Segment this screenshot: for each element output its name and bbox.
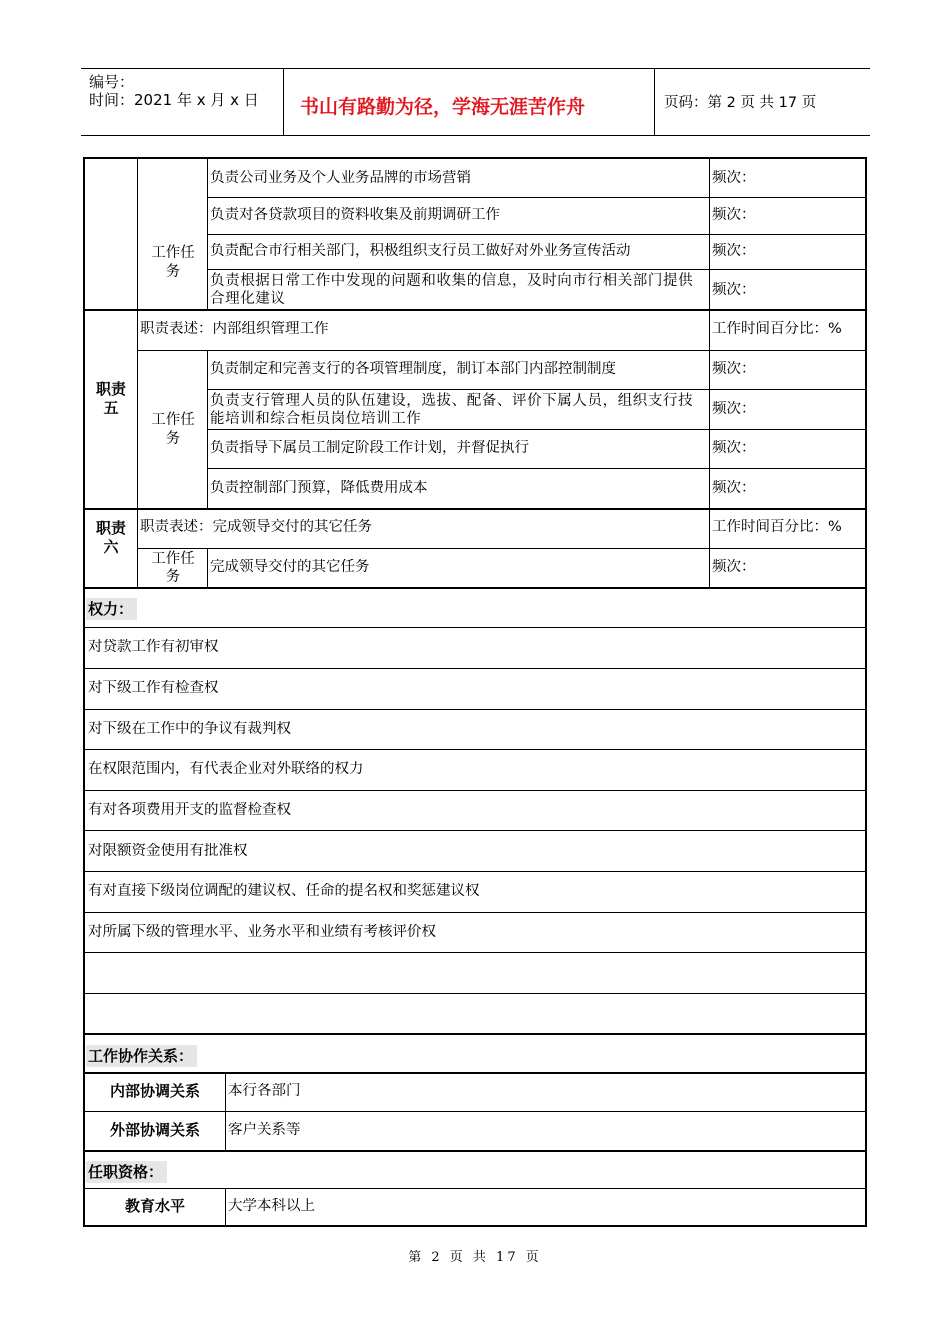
document-number-label: 编号： — [89, 73, 135, 91]
table-divider — [137, 157, 138, 588]
table-row-line — [207, 429, 866, 430]
task-text: 负责控制部门预算，降低费用成本 — [210, 480, 428, 496]
table-row-line — [83, 830, 866, 831]
table-row-line — [207, 389, 866, 390]
task-label: 工作任务 — [151, 551, 195, 585]
table-divider — [207, 548, 208, 588]
frequency-label: 频次： — [712, 440, 756, 456]
section-title — [86, 598, 137, 619]
table-border-top — [83, 157, 867, 159]
authority-item: 对下级在工作中的争议有裁判权 — [88, 721, 291, 737]
frequency-label: 频次： — [712, 559, 756, 575]
authority-item: 有对各项费用开支的监督检查权 — [88, 802, 291, 818]
table-row-line — [83, 668, 866, 669]
table-row-line — [83, 993, 866, 994]
authority-item: 有对直接下级岗位调配的建议权、任命的提名权和奖惩建议权 — [88, 883, 480, 899]
table-row-line — [83, 709, 866, 710]
task-label: 工作任务 — [151, 412, 195, 447]
table-row-line — [83, 749, 866, 750]
external-relation-label: 外部协调关系 — [109, 1122, 200, 1139]
header-divider — [654, 68, 655, 136]
table-divider — [225, 1188, 226, 1225]
table-row-line — [83, 1033, 867, 1035]
table-row-line — [207, 234, 866, 235]
task-text: 负责公司业务及个人业务品牌的市场营销 — [210, 170, 471, 186]
frequency-label: 频次： — [712, 207, 756, 223]
duty-label: 职责六 — [96, 519, 127, 556]
internal-relation-label: 内部协调关系 — [109, 1083, 200, 1100]
table-row-line — [83, 587, 867, 589]
authority-item: 对贷款工作有初审权 — [88, 639, 219, 655]
task-text: 负责指导下属员工制定阶段工作计划，并督促执行 — [210, 440, 529, 456]
table-row-line — [207, 468, 866, 469]
authority-item: 对下级工作有检查权 — [88, 680, 219, 696]
table-row-line — [83, 871, 866, 872]
table-row-line — [83, 508, 867, 510]
table-row-line — [83, 952, 866, 953]
table-row-line — [83, 1150, 867, 1152]
work-time-percentage: 工作时间百分比：% — [712, 321, 842, 337]
page-number-label: 页码：第 2 页 共 17 页 — [664, 95, 817, 111]
duty-statement: 职责表述：内部组织管理工作 — [140, 321, 329, 337]
table-divider — [225, 1072, 226, 1150]
work-time-percentage: 工作时间百分比：% — [712, 519, 842, 535]
header-motto: 书山有路勤为径，学海无涯苦作舟 — [300, 96, 586, 118]
authority-item: 对所属下级的管理水平、业务水平和业绩有考核评价权 — [88, 924, 436, 940]
cooperation-title: 工作协作关系： — [86, 1045, 197, 1067]
education-value: 大学本科以上 — [228, 1198, 315, 1214]
task-text: 负责支行管理人员的队伍建设，选拔、配备、评价下属人员，组织支行技能培训和综合柜员岗位培训工作 — [210, 393, 694, 427]
table-row-line — [83, 627, 866, 628]
qualification-title: 任职资格： — [86, 1161, 167, 1183]
task-text: 负责根据日常工作中发现的问题和收集的信息，及时向市行相关部门提供合理化建议 — [210, 273, 694, 307]
task-text: 负责配合市行相关部门，积极组织支行员工做好对外业务宣传活动 — [210, 243, 631, 259]
table-row-line — [83, 1188, 866, 1189]
task-text: 完成领导交付的其它任务 — [210, 559, 370, 575]
table-row-line — [137, 548, 866, 549]
frequency-label: 频次： — [712, 170, 756, 186]
frequency-label: 频次： — [712, 243, 756, 259]
section-title — [86, 1161, 167, 1182]
table-border-right — [865, 157, 867, 1226]
task-text: 负责对各贷款项目的资料收集及前期调研工作 — [210, 207, 500, 223]
table-row-line — [83, 912, 866, 913]
table-row-line — [137, 350, 866, 351]
frequency-label: 频次： — [712, 401, 756, 417]
internal-relation-value: 本行各部门 — [228, 1083, 301, 1099]
table-row-line — [207, 197, 866, 198]
document-time-label: 时间：2021 年 x 月 x 日 — [89, 91, 259, 109]
authority-item: 对限额资金使用有批准权 — [88, 843, 248, 859]
table-row-line — [83, 1072, 867, 1074]
table-row-line — [207, 269, 866, 270]
table-row-line — [83, 1111, 866, 1112]
external-relation-value: 客户关系等 — [228, 1122, 301, 1138]
table-divider — [207, 157, 208, 309]
page-footer: 第 2 页 共 17 页 — [408, 1250, 542, 1265]
frequency-label: 频次： — [712, 480, 756, 496]
duty-statement: 职责表述：完成领导交付的其它任务 — [140, 519, 372, 535]
task-text: 负责制定和完善支行的各项管理制度，制订本部门内部控制制度 — [210, 361, 616, 377]
table-border-left — [83, 157, 85, 1226]
authority-title: 权力： — [86, 598, 137, 620]
duty-label: 职责五 — [96, 380, 127, 417]
table-border-bottom — [83, 1225, 867, 1227]
header-bottom-rule — [81, 135, 870, 136]
table-divider — [709, 157, 710, 588]
header-top-rule — [81, 68, 870, 69]
education-label: 教育水平 — [124, 1198, 185, 1215]
table-row-line — [83, 309, 867, 311]
section-title — [86, 1045, 197, 1066]
table-row-line — [83, 790, 866, 791]
authority-item: 在权限范围内，有代表企业对外联络的权力 — [88, 761, 364, 777]
frequency-label: 频次： — [712, 282, 756, 298]
task-label: 工作任务 — [151, 245, 195, 280]
frequency-label: 频次： — [712, 361, 756, 377]
header-divider — [283, 68, 284, 136]
